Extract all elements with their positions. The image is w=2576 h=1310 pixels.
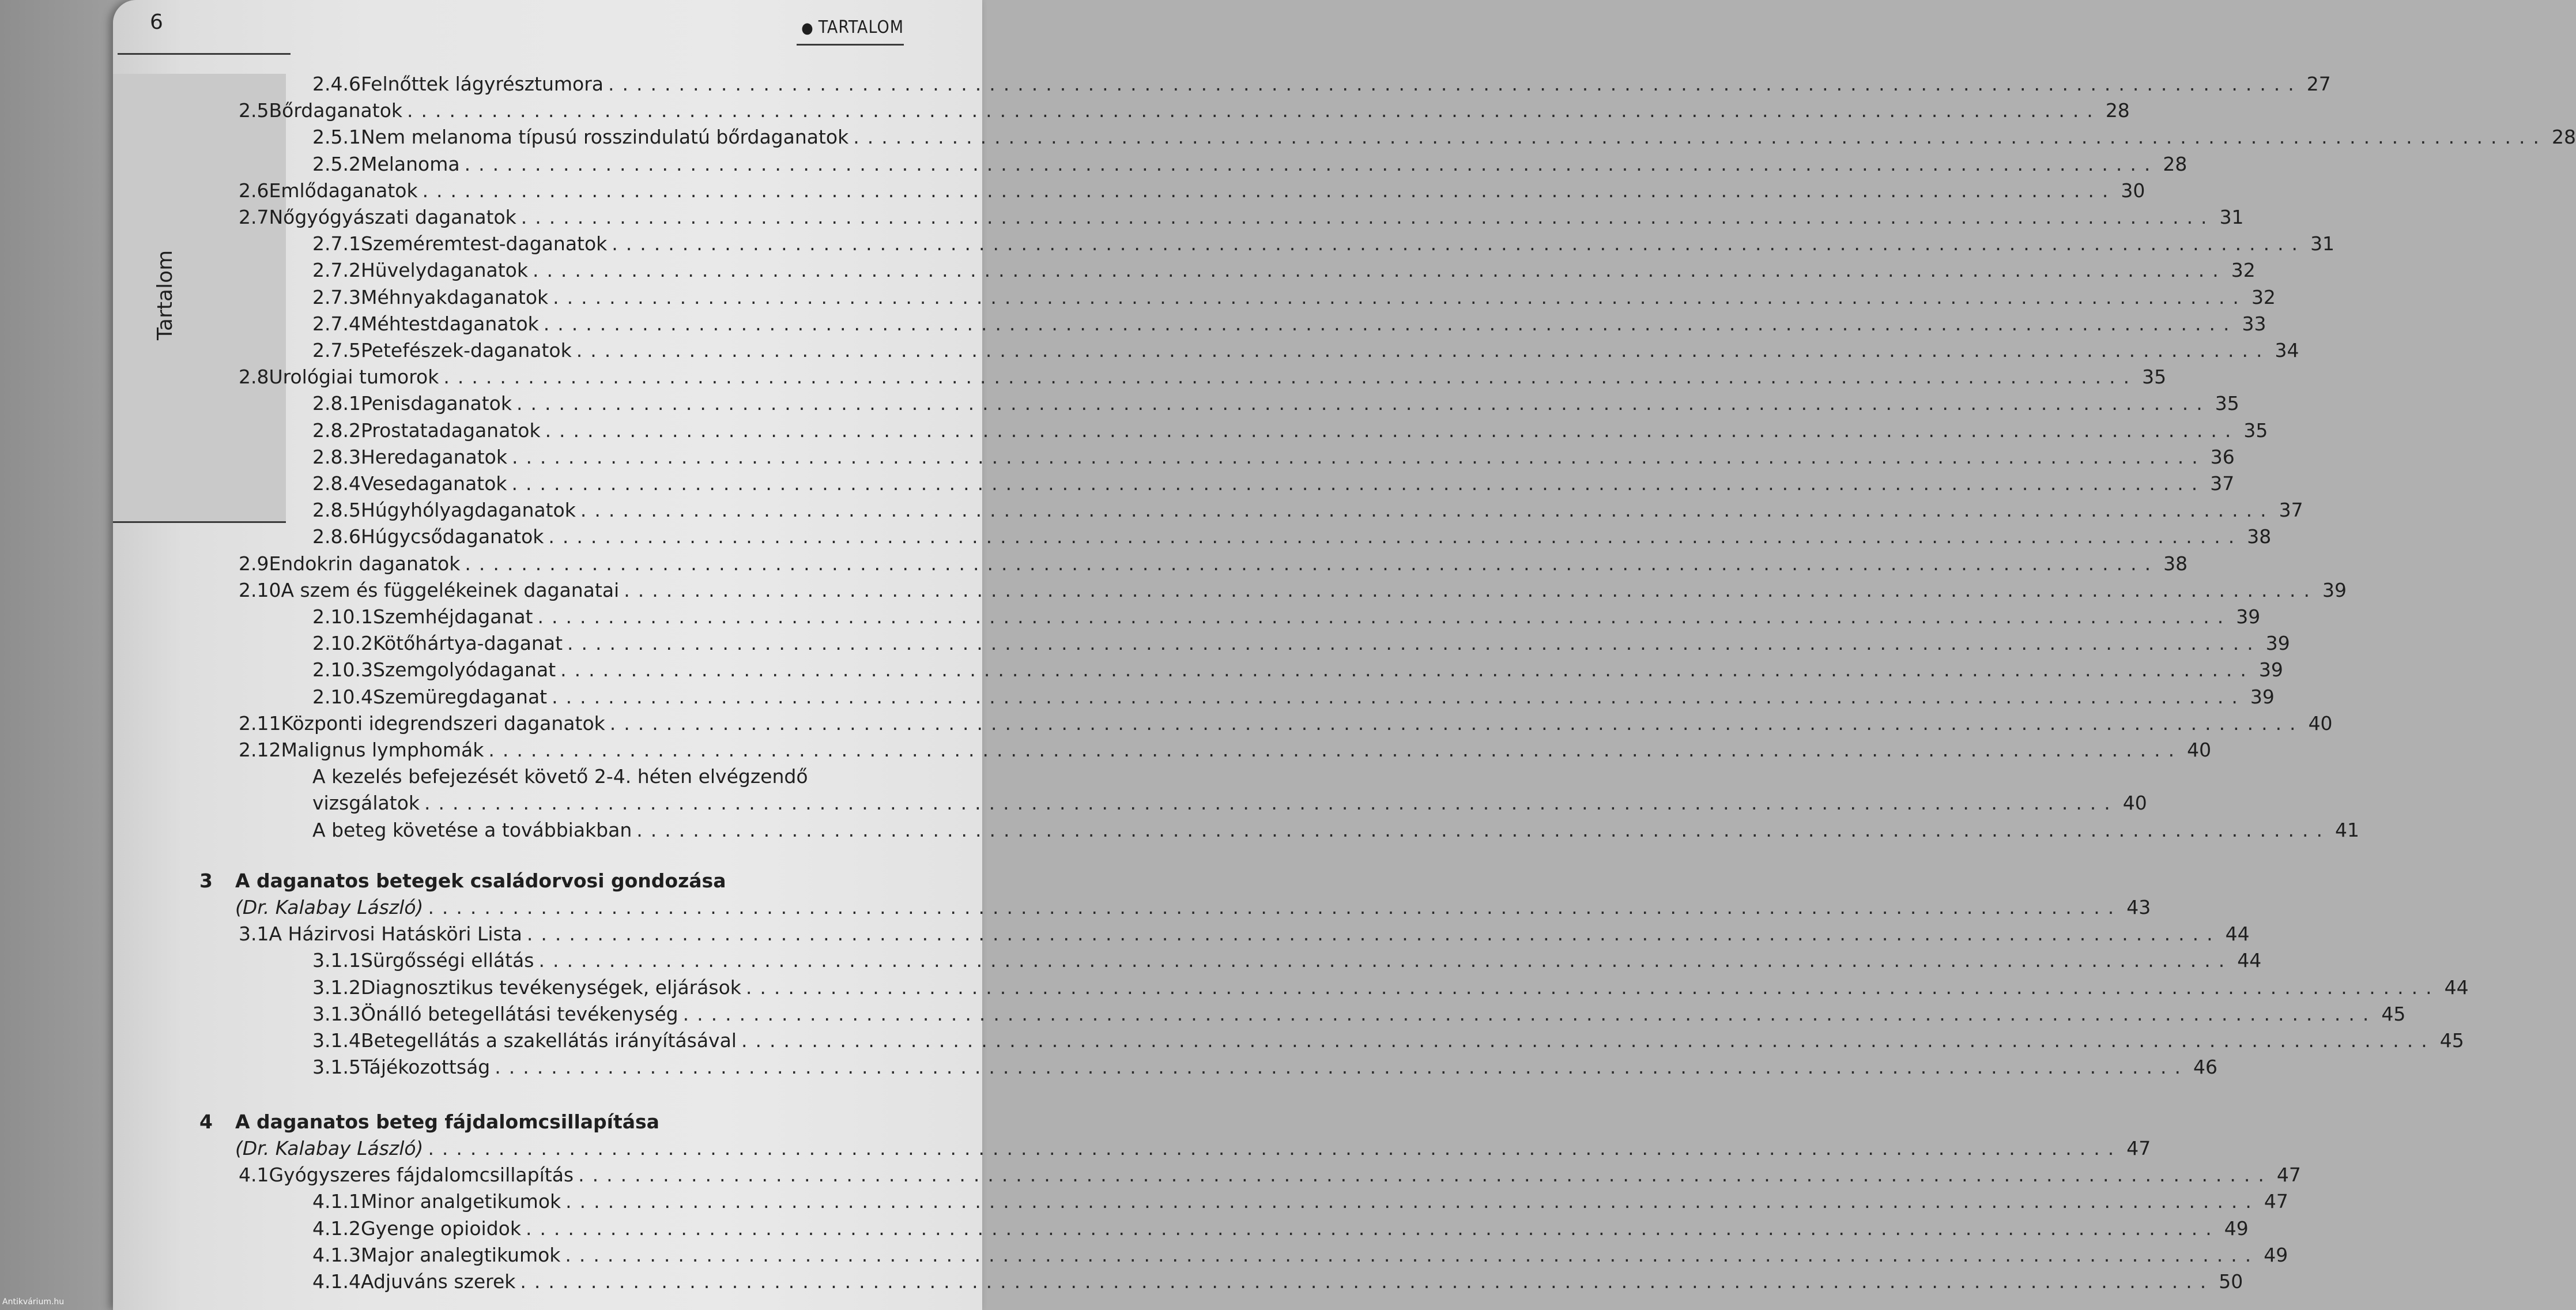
toc-entry-title: Gyógyszeres fájdalomcsillapítás bbox=[269, 1164, 574, 1187]
toc-entry-title: Szemüregdaganat bbox=[372, 685, 548, 708]
toc-entry bbox=[312, 73, 2331, 95]
toc-entry-title: Kötőhártya-daganat bbox=[372, 632, 563, 655]
toc-entry bbox=[312, 818, 2360, 841]
toc-entry-page: 49 bbox=[2264, 1243, 2288, 1266]
toc-entry-number: 4.1.2 bbox=[312, 1217, 361, 1240]
toc-entry-number: 2.8.6 bbox=[312, 525, 361, 548]
dot-leader: ........................................................................................................................ bbox=[407, 99, 2101, 122]
toc-entry bbox=[312, 1029, 2464, 1052]
toc-entry-page: 31 bbox=[2310, 232, 2335, 255]
toc-entry-number: 2.10 bbox=[239, 578, 281, 601]
toc-entry-title: Melanoma bbox=[360, 152, 460, 175]
side-tab-label: Tartalom bbox=[153, 250, 177, 340]
dot-leader: ........................................................................................................................ bbox=[578, 1164, 2272, 1187]
toc-entry bbox=[312, 232, 2335, 255]
toc-entry-number: 2.5 bbox=[239, 99, 269, 122]
toc-entry-number: 2.8.5 bbox=[312, 499, 361, 522]
dot-leader: ........................................................................................................................ bbox=[612, 232, 2306, 255]
toc-entry bbox=[312, 1002, 2406, 1025]
toc-entry-page: 47 bbox=[2276, 1164, 2301, 1187]
toc-entry-number: 2.12 bbox=[239, 739, 281, 761]
toc-entry-page: 35 bbox=[2142, 366, 2167, 389]
toc-entry bbox=[239, 552, 2188, 575]
chapter-author: (Dr. Kalabay László) bbox=[235, 896, 424, 918]
toc-entry-page: 40 bbox=[2122, 792, 2147, 815]
toc-entry-number: 4.1.1 bbox=[312, 1190, 361, 1213]
toc-entry-title: Adjuváns szerek bbox=[360, 1270, 516, 1293]
side-tab bbox=[113, 74, 286, 521]
bullet-icon: ● bbox=[801, 20, 814, 37]
toc-entry-title: A beteg követése a továbbiakban bbox=[312, 818, 632, 841]
dot-leader: ........................................................................................................................ bbox=[545, 419, 2239, 442]
toc-entry bbox=[312, 605, 2261, 628]
toc-entry-title: A kezelés befejezését követő 2-4. héten elvégzendő bbox=[312, 765, 808, 788]
chapter-author-entry bbox=[235, 1137, 2151, 1160]
toc-entry-page: 39 bbox=[2258, 658, 2283, 682]
dot-leader: ........................................................................................................................ bbox=[609, 712, 2304, 735]
toc-entry-page: 39 bbox=[2265, 632, 2290, 655]
toc-entry bbox=[239, 923, 2250, 946]
dot-leader: ........................................................................................................................ bbox=[853, 126, 2548, 149]
toc-entry-number: 2.7.2 bbox=[312, 259, 361, 282]
running-head bbox=[801, 17, 904, 37]
dot-leader: ........................................................................................................................ bbox=[608, 73, 2302, 95]
toc-entry bbox=[312, 658, 2283, 682]
toc-entry bbox=[312, 525, 2272, 548]
toc-entry bbox=[312, 126, 2576, 149]
dot-leader: ........................................................................................................................ bbox=[520, 1270, 2215, 1293]
toc-entry-title: Betegellátás a szakellátás irányításával bbox=[360, 1029, 737, 1052]
toc-entry-page: 39 bbox=[2250, 685, 2275, 708]
chapter-author-entry bbox=[235, 896, 2151, 918]
toc-entry-page: 44 bbox=[2225, 923, 2250, 946]
running-head-rule bbox=[797, 44, 904, 46]
toc-entry bbox=[239, 99, 2130, 122]
toc-entry bbox=[312, 1270, 2243, 1293]
dot-leader: ........................................................................................................................ bbox=[465, 552, 2159, 575]
toc-entry bbox=[239, 578, 2347, 601]
side-tab-rule bbox=[113, 521, 286, 523]
toc-entry-title: Méhnyakdaganatok bbox=[360, 285, 549, 308]
toc-entry-title: Prostatadaganatok bbox=[360, 419, 541, 442]
toc-entry-number: 2.8.2 bbox=[312, 419, 361, 442]
toc-entry-title: Penisdaganatok bbox=[360, 392, 512, 415]
toc-entry-title: Nőgyógyászati daganatok bbox=[269, 206, 516, 228]
toc-entry-number: 2.6 bbox=[239, 179, 269, 202]
toc-entry-number: 2.5.2 bbox=[312, 152, 361, 175]
toc-entry-title: Heredaganatok bbox=[360, 445, 507, 468]
toc-entry-page: 40 bbox=[2187, 739, 2212, 761]
toc-entry-page: 40 bbox=[2308, 712, 2333, 735]
toc-entry bbox=[312, 445, 2235, 468]
toc-entry bbox=[312, 152, 2187, 175]
toc-entry-number: 2.9 bbox=[239, 552, 269, 575]
toc-entry-number: 2.7.5 bbox=[312, 339, 361, 362]
toc-entry bbox=[239, 712, 2333, 735]
toc-entry-title: Felnőttek lágyrésztumora bbox=[360, 73, 604, 95]
toc-entry bbox=[312, 685, 2275, 708]
toc-entry-title: Nem melanoma típusú rosszindulatú bőrdaganatok bbox=[360, 126, 849, 149]
dot-leader: ........................................................................................................................ bbox=[543, 312, 2238, 335]
toc-entry-title: Vesedaganatok bbox=[360, 472, 507, 495]
toc-entry-title: A Házirvosi Hatásköri Lista bbox=[269, 923, 522, 946]
chapter-number: 3 bbox=[199, 869, 213, 892]
dot-leader: ........................................................................................................................ bbox=[682, 1002, 2377, 1025]
toc-entry-page: 44 bbox=[2444, 976, 2469, 999]
toc-entry-page: 28 bbox=[2105, 99, 2130, 122]
toc-entry-number: 4.1.4 bbox=[312, 1270, 361, 1293]
dot-leader: ........................................................................................................................ bbox=[580, 499, 2275, 522]
chapter-author: (Dr. Kalabay László) bbox=[235, 1137, 424, 1160]
toc-entry-title: Sürgősségi ellátás bbox=[360, 949, 534, 972]
toc-entry-page: 38 bbox=[2247, 525, 2272, 548]
dot-leader: ........................................................................................................................ bbox=[521, 206, 2215, 228]
toc-entry-title: Szeméremtest-daganatok bbox=[360, 232, 608, 255]
toc-entry-page: 41 bbox=[2335, 818, 2360, 841]
toc-entry-page: 43 bbox=[2126, 896, 2151, 918]
toc-entry-number: 2.11 bbox=[239, 712, 281, 735]
dot-leader: ........................................................................................................................ bbox=[576, 339, 2270, 362]
dot-leader: ........................................................................................................................ bbox=[511, 472, 2206, 495]
toc-entry-title: vizsgálatok bbox=[312, 792, 420, 815]
toc-entry-page: 30 bbox=[2121, 179, 2145, 202]
toc-entry-number: 3.1.5 bbox=[312, 1056, 361, 1079]
toc-entry-page: 33 bbox=[2242, 312, 2266, 335]
toc-entry-number: 4.1 bbox=[239, 1164, 269, 1187]
toc-entry bbox=[239, 739, 2212, 761]
toc-entry bbox=[312, 312, 2266, 335]
toc-entry-page: 28 bbox=[2552, 126, 2576, 149]
chapter-title: A daganatos betegek családorvosi gondozása bbox=[235, 869, 726, 892]
toc-entry bbox=[312, 499, 2303, 522]
toc-entry-number: 2.10.1 bbox=[312, 605, 373, 628]
toc-entry-page: 50 bbox=[2219, 1270, 2243, 1293]
toc-entry-number: 2.8.1 bbox=[312, 392, 361, 415]
toc-entry-page: 39 bbox=[2236, 605, 2261, 628]
toc-entry-page: 35 bbox=[2215, 392, 2239, 415]
dot-leader: ........................................................................................................................ bbox=[636, 818, 2331, 841]
toc-entry-title: Bőrdaganatok bbox=[269, 99, 403, 122]
toc-entry-number: 2.10.4 bbox=[312, 685, 373, 708]
toc-entry-page: 47 bbox=[2264, 1190, 2288, 1213]
toc-entry-number: 4.1.3 bbox=[312, 1243, 361, 1266]
toc-entry-page: 27 bbox=[2306, 73, 2331, 95]
toc-entry bbox=[312, 259, 2256, 282]
toc-entry-page: 34 bbox=[2275, 339, 2299, 362]
toc-entry-title: Önálló betegellátási tevékenység bbox=[360, 1002, 678, 1025]
dot-leader: ........................................................................................................................ bbox=[532, 259, 2227, 282]
toc-entry-page: 28 bbox=[2163, 152, 2187, 175]
dot-leader: ........................................................................................................................ bbox=[552, 685, 2246, 708]
toc-entry bbox=[312, 339, 2299, 362]
toc-entry-title: Diagnosztikus tevékenységek, eljárások bbox=[360, 976, 741, 999]
toc-entry-number: 2.10.2 bbox=[312, 632, 373, 655]
dot-leader: ........................................................................................................................ bbox=[422, 179, 2117, 202]
toc-entry-number: 2.8.3 bbox=[312, 445, 361, 468]
dot-leader: ........................................................................................................................ bbox=[565, 1190, 2260, 1213]
dot-leader: ........................................................................................................................ bbox=[538, 949, 2233, 972]
toc-entry-page: 44 bbox=[2237, 949, 2262, 972]
toc-entry-page: 46 bbox=[2193, 1056, 2218, 1079]
dot-leader: ........................................................................................................................ bbox=[525, 1217, 2220, 1240]
toc-entry bbox=[312, 392, 2239, 415]
toc-entry-number: 2.5.1 bbox=[312, 126, 361, 149]
toc-entry bbox=[239, 1164, 2301, 1187]
dot-leader: ........................................................................................................................ bbox=[745, 976, 2440, 999]
toc-entry-title: Urológiai tumorok bbox=[269, 366, 439, 389]
toc-entry-page: 35 bbox=[2243, 419, 2268, 442]
toc-entry-page: 37 bbox=[2279, 499, 2303, 522]
toc-entry-title: Gyenge opioidok bbox=[360, 1217, 521, 1240]
toc-entry-title: Szemgolyódaganat bbox=[372, 658, 556, 682]
toc-entry-number: 3.1 bbox=[239, 923, 269, 946]
chapter-heading bbox=[199, 1111, 659, 1133]
dot-leader: ........................................................................................................................ bbox=[624, 578, 2318, 601]
dot-leader: ........................................................................................................................ bbox=[526, 923, 2221, 946]
dot-leader: ........................................................................................................................ bbox=[537, 605, 2232, 628]
toc-entry-title: Major analegtikumok bbox=[360, 1243, 561, 1266]
dot-leader: ........................................................................................................................ bbox=[443, 366, 2138, 389]
dot-leader: ........................................................................................................................ bbox=[464, 152, 2159, 175]
dot-leader: ........................................................................................................................ bbox=[565, 1243, 2260, 1266]
toc-entry bbox=[312, 949, 2262, 972]
toc-entry bbox=[312, 1243, 2288, 1266]
dot-leader: ........................................................................................................................ bbox=[495, 1056, 2189, 1079]
toc-entry-page: 38 bbox=[2163, 552, 2188, 575]
toc-entry-number: 2.7.3 bbox=[312, 285, 361, 308]
toc-entry-page: 37 bbox=[2210, 472, 2235, 495]
dot-leader: ........................................................................................................................ bbox=[428, 896, 2122, 918]
toc-entry-number: 3.1.2 bbox=[312, 976, 361, 999]
watermark: Antikvárium.hu bbox=[2, 1297, 65, 1307]
toc-entry bbox=[312, 765, 904, 788]
toc-entry-number: 3.1.1 bbox=[312, 949, 361, 972]
toc-entry-title: Endokrin daganatok bbox=[269, 552, 461, 575]
toc-entry-title: Hüvelydaganatok bbox=[360, 259, 528, 282]
toc-entry-title: Húgycsődaganatok bbox=[360, 525, 544, 548]
toc-entry-page: 45 bbox=[2381, 1002, 2406, 1025]
toc-entry bbox=[312, 472, 2235, 495]
toc-entry bbox=[312, 632, 2290, 655]
toc-entry-page: 39 bbox=[2322, 578, 2347, 601]
toc-entry-number: 2.7 bbox=[239, 206, 269, 228]
toc-entry bbox=[312, 419, 2268, 442]
toc-entry-title: Tájékozottság bbox=[360, 1056, 491, 1079]
toc-entry-page: 31 bbox=[2219, 206, 2244, 228]
toc-entry-page: 45 bbox=[2439, 1029, 2464, 1052]
toc-entry-number: 2.8.4 bbox=[312, 472, 361, 495]
toc-entry-title: Minor analgetikumok bbox=[360, 1190, 561, 1213]
toc-entry-page: 49 bbox=[2224, 1217, 2249, 1240]
chapter-title: A daganatos beteg fájdalomcsillapítása bbox=[235, 1111, 659, 1133]
dot-leader: ........................................................................................................................ bbox=[553, 285, 2247, 308]
toc-entry bbox=[239, 206, 2244, 228]
toc-entry bbox=[312, 976, 2469, 999]
toc-entry bbox=[312, 1190, 2288, 1213]
toc-entry bbox=[312, 792, 2147, 815]
toc-entry bbox=[312, 1217, 2249, 1240]
toc-entry bbox=[239, 179, 2145, 202]
dot-leader: ........................................................................................................................ bbox=[560, 658, 2254, 682]
toc-entry-title: Petefészek-daganatok bbox=[360, 339, 572, 362]
chapter-number: 4 bbox=[199, 1111, 213, 1133]
dot-leader: ........................................................................................................................ bbox=[516, 392, 2211, 415]
page-number: 6 bbox=[150, 10, 163, 34]
toc-entry-title: A szem és függelékeinek daganatai bbox=[281, 578, 620, 601]
dot-leader: ........................................................................................................................ bbox=[741, 1029, 2435, 1052]
chapter-heading bbox=[199, 869, 726, 892]
toc-entry-number: 2.4.6 bbox=[312, 73, 361, 95]
toc-entry-title: Központi idegrendszeri daganatok bbox=[281, 712, 605, 735]
toc-entry bbox=[239, 366, 2167, 389]
toc-entry-title: Húgyhólyagdaganatok bbox=[360, 499, 576, 522]
running-title: TARTALOM bbox=[818, 17, 904, 37]
toc-entry-title: Méhtestdaganatok bbox=[360, 312, 539, 335]
book-page bbox=[113, 0, 2576, 1310]
page-number-rule bbox=[118, 53, 291, 55]
toc-entry bbox=[312, 1056, 2218, 1079]
toc-entry-number: 2.10.3 bbox=[312, 658, 373, 682]
toc-entry-number: 3.1.4 bbox=[312, 1029, 361, 1052]
toc-entry-title: Malignus lymphomák bbox=[281, 739, 484, 761]
toc-entry-page: 32 bbox=[2251, 285, 2276, 308]
toc-entry-page: 36 bbox=[2210, 445, 2235, 468]
toc-entry-title: Emlődaganatok bbox=[269, 179, 418, 202]
toc-entry bbox=[312, 285, 2276, 308]
toc-entry-number: 2.7.4 bbox=[312, 312, 361, 335]
dot-leader: ........................................................................................................................ bbox=[428, 1137, 2122, 1160]
dot-leader: ........................................................................................................................ bbox=[567, 632, 2261, 655]
dot-leader: ........................................................................................................................ bbox=[488, 739, 2183, 761]
toc-entry-page: 47 bbox=[2126, 1137, 2151, 1160]
toc-entry-number: 2.7.1 bbox=[312, 232, 361, 255]
toc-entry-number: 3.1.3 bbox=[312, 1002, 361, 1025]
dot-leader: ........................................................................................................................ bbox=[548, 525, 2243, 548]
toc-entry-title: Szemhéjdaganat bbox=[372, 605, 533, 628]
dot-leader: ........................................................................................................................ bbox=[511, 445, 2206, 468]
toc-entry-number: 2.8 bbox=[239, 366, 269, 389]
toc-entry-page: 32 bbox=[2231, 259, 2256, 282]
dot-leader: ........................................................................................................................ bbox=[424, 792, 2118, 815]
